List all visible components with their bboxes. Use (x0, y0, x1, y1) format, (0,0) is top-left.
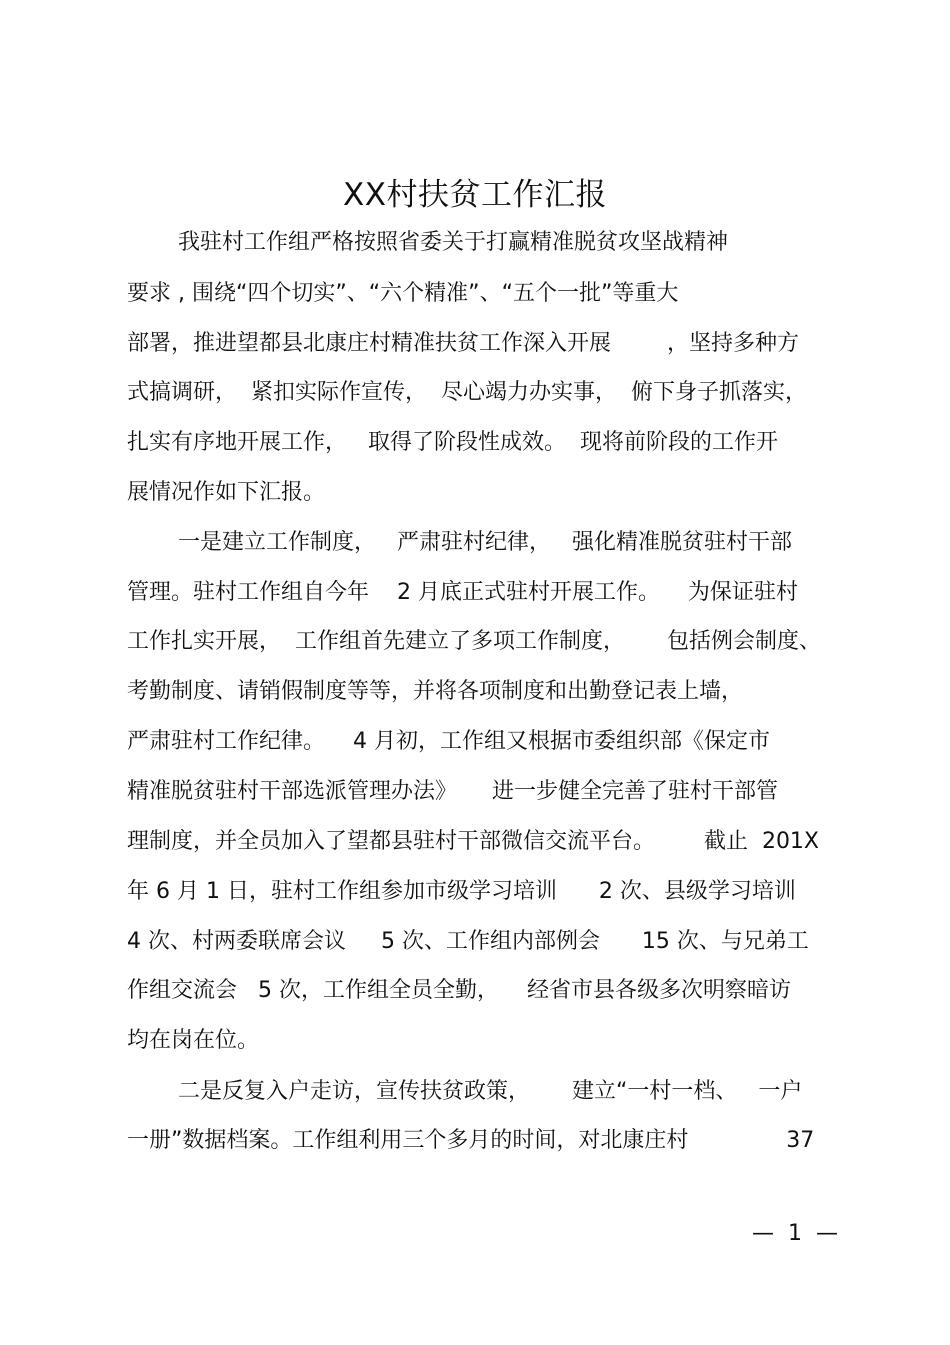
paragraph-line: 年 6 月 1 日，驻村工作组参加市级学习培训 2 次、县级学习培训 (127, 879, 796, 904)
paragraph-line: 严肃驻村工作纪律。 4 月初，工作组又根据市委组织部《保定市 (127, 729, 770, 754)
paragraph-line: 式搞调研， 紧扣实际作宣传， 尽心竭力办实事， 俯下身子抓落实， (127, 380, 807, 405)
paragraph-line: 展情况作如下汇报。 (127, 480, 326, 505)
paragraph-line: 管理。驻村工作组自今年 2 月底正式驻村开展工作。 为保证驻村 (127, 580, 798, 605)
paragraph-line: 考勤制度、请销假制度等等，并将各项制度和出勤登记表上墙， (127, 679, 744, 704)
paragraph-line: 要求 , 围绕“四个切实”、“六个精准”、“五个一批”等重大 (127, 281, 679, 306)
paragraph-line: 一是建立工作制度， 严肃驻村纪律， 强化精准脱贫驻村干部 (178, 530, 792, 555)
paragraph-line: 扎实有序地开展工作， 取得了阶段性成效。 现将前阶段的工作开 (127, 430, 778, 455)
paragraph-line: 我驻村工作组严格按照省委关于打赢精准脱贫攻坚战精神 (178, 230, 729, 255)
page-number: — 1 — (752, 1221, 838, 1246)
paragraph-line: 一册”数据档案。工作组利用三个多月的时间，对北康庄村 37 (127, 1128, 815, 1153)
paragraph-line: 部署，推进望都县北康庄村精准扶贫工作深入开展 ，坚持多种方 (127, 331, 799, 356)
paragraph-line: 二是反复入户走访，宣传扶贫政策， 建立“一村一档、 一户 (178, 1079, 803, 1104)
paragraph-line: 作组交流会 5 次，工作组全员全勤， 经省市县各级多次明察暗访 (127, 978, 791, 1003)
paragraph-line: 均在岗在位。 (127, 1028, 260, 1053)
paragraph-line: 理制度，并全员加入了望都县驻村干部微信交流平台。 截止 201X (127, 829, 820, 854)
paragraph-line: 精准脱贫驻村干部选派管理办法》 进一步健全完善了驻村干部管 (127, 779, 778, 804)
document-title: XX村扶贫工作汇报 (343, 177, 607, 213)
paragraph-line: 4 次、村两委联席会议 5 次、工作组内部例会 15 次、与兄弟工 (127, 929, 809, 954)
paragraph-line: 工作扎实开展， 工作组首先建立了多项工作制度， 包括例会制度、 (127, 629, 821, 654)
